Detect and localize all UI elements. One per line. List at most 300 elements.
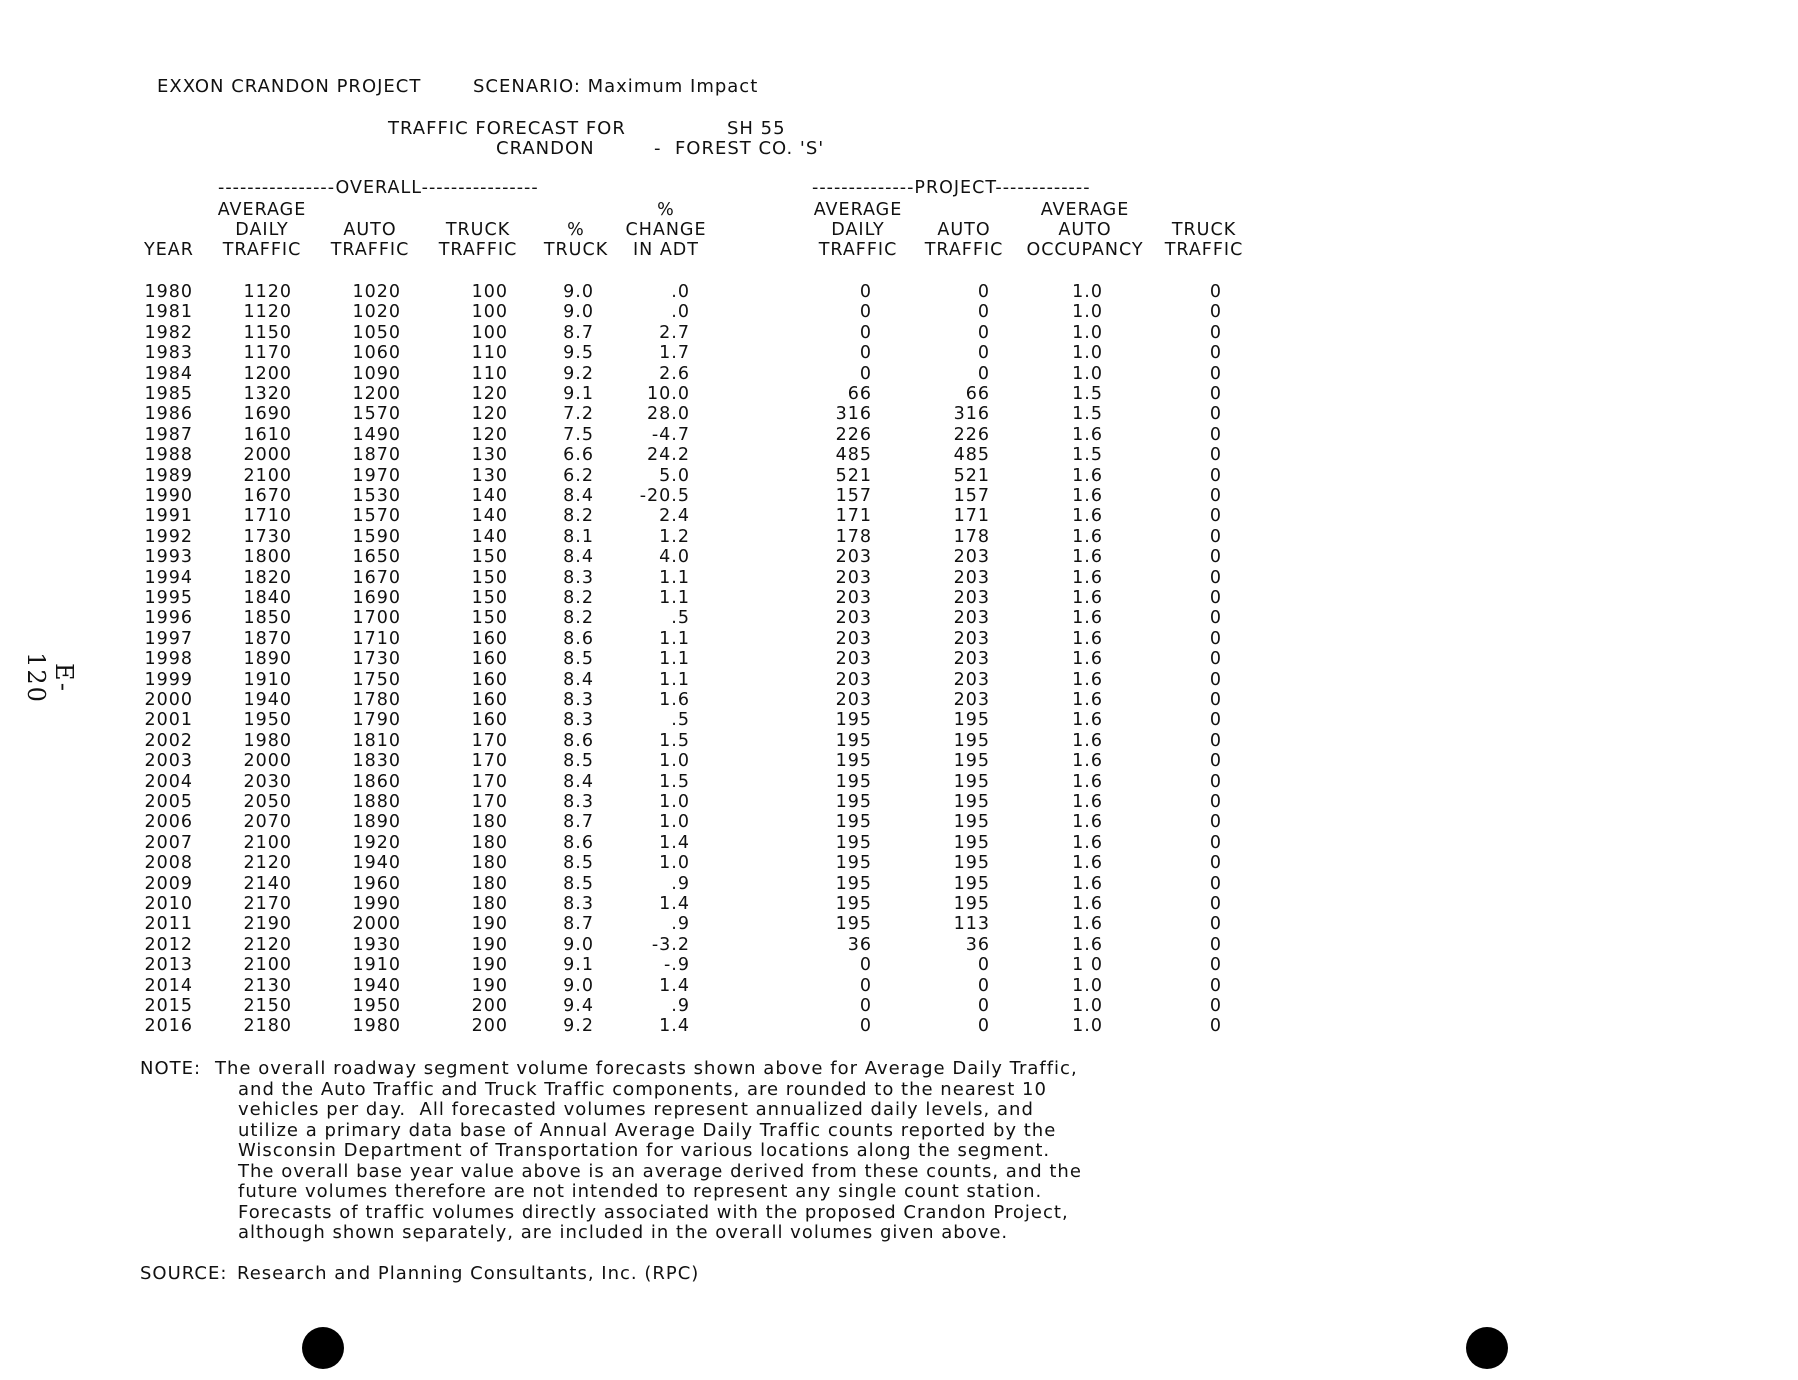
cell-pct-truck: 9.4: [563, 996, 594, 1016]
table-row: [0, 445, 1798, 465]
cell-year: 2009: [144, 873, 193, 894]
cell-overall-auto: 1880: [352, 792, 401, 812]
cell-overall-adt: 1910: [243, 669, 292, 690]
cell-pct-truck: 8.3: [563, 792, 594, 812]
cell-pct-change: -4.7: [651, 424, 690, 445]
cell-overall-truck: 190: [471, 955, 508, 976]
col-header-project-auto: AUTO TRAFFIC: [924, 220, 1004, 260]
note-line: The overall base year value above is an average derived from these counts, and the: [238, 1160, 1082, 1182]
cell-overall-auto: 1790: [352, 710, 401, 731]
col-header-overall-adt: AVERAGE DAILY TRAFFIC: [217, 200, 307, 260]
cell-project-adt: 195: [835, 751, 872, 772]
cell-overall-truck: 160: [471, 710, 508, 731]
cell-pct-truck: 8.4: [563, 486, 594, 506]
table-row: [0, 812, 1798, 832]
cell-overall-adt: 1820: [243, 567, 292, 588]
cell-overall-adt: 1730: [243, 526, 292, 547]
cell-overall-auto: 1750: [352, 669, 401, 690]
table-row: [0, 629, 1798, 649]
note-line: The overall roadway segment volume forecasts shown above for Average Daily Traffic,: [215, 1058, 1078, 1079]
cell-pct-truck: 8.5: [563, 751, 594, 772]
cell-project-truck: 0: [1209, 424, 1222, 445]
cell-project-occupancy: 1.6: [1072, 730, 1103, 751]
cell-pct-change: 1.0: [659, 751, 690, 772]
cell-project-auto: 226: [953, 424, 990, 445]
cell-project-truck: 0: [1209, 486, 1222, 506]
col-header-pct-truck: % TRUCK: [543, 220, 609, 260]
cell-year: 1991: [144, 506, 193, 527]
cell-overall-adt: 2150: [243, 996, 292, 1016]
cell-pct-change: 1.1: [659, 649, 690, 670]
cell-project-occupancy: 1.6: [1072, 588, 1103, 608]
cell-project-occupancy: 1.6: [1072, 894, 1103, 914]
table-row: [0, 874, 1798, 894]
cell-year: 1996: [144, 608, 193, 629]
forecast-title: TRAFFIC FORECAST FOR: [388, 118, 626, 139]
cell-pct-change: 1.1: [659, 588, 690, 608]
cell-pct-change: 2.7: [659, 322, 690, 343]
cell-project-adt: 485: [835, 445, 872, 466]
cell-year: 1999: [144, 669, 193, 690]
cell-project-auto: 0: [977, 302, 990, 323]
cell-pct-truck: 8.7: [563, 914, 594, 935]
cell-overall-auto: 1920: [352, 832, 401, 853]
cell-project-truck: 0: [1209, 975, 1222, 996]
cell-project-adt: 203: [835, 649, 872, 670]
cell-project-truck: 0: [1209, 669, 1222, 690]
cell-project-occupancy: 1.6: [1072, 914, 1103, 935]
cell-pct-truck: 9.0: [563, 975, 594, 996]
cell-pct-change: 1.0: [659, 853, 690, 874]
cell-year: 1984: [144, 363, 193, 384]
cell-overall-auto: 1830: [352, 751, 401, 772]
cell-project-occupancy: 1.0: [1072, 302, 1103, 323]
cell-overall-adt: 1150: [243, 322, 292, 343]
cell-overall-adt: 1320: [243, 384, 292, 404]
cell-overall-truck: 170: [471, 792, 508, 812]
cell-pct-truck: 8.6: [563, 730, 594, 751]
cell-project-auto: 203: [953, 690, 990, 710]
cell-year: 1986: [144, 404, 193, 425]
cell-project-adt: 316: [835, 404, 872, 425]
cell-overall-truck: 100: [471, 282, 508, 302]
cell-year: 1997: [144, 628, 193, 649]
cell-project-adt: 36: [847, 934, 872, 955]
cell-project-truck: 0: [1209, 547, 1222, 568]
cell-pct-truck: 8.5: [563, 649, 594, 670]
cell-project-auto: 203: [953, 547, 990, 568]
cell-overall-auto: 1890: [352, 812, 401, 833]
cell-project-auto: 203: [953, 567, 990, 588]
cell-project-truck: 0: [1209, 445, 1222, 466]
forecast-route: SH 55: [727, 118, 786, 139]
cell-project-truck: 0: [1209, 363, 1222, 384]
cell-overall-truck: 120: [471, 404, 508, 425]
cell-project-truck: 0: [1209, 751, 1222, 772]
cell-pct-change: 1.0: [659, 812, 690, 833]
cell-project-auto: 36: [965, 934, 990, 955]
cell-project-auto: 203: [953, 649, 990, 670]
cell-overall-auto: 1490: [352, 424, 401, 445]
cell-pct-truck: 9.5: [563, 343, 594, 364]
cell-overall-adt: 2180: [243, 1016, 292, 1037]
punch-hole-right: [1466, 1327, 1508, 1369]
cell-pct-truck: 8.6: [563, 628, 594, 649]
cell-project-auto: 195: [953, 873, 990, 894]
cell-project-occupancy: 1.5: [1072, 404, 1103, 425]
table-row: [0, 323, 1798, 343]
cell-overall-truck: 190: [471, 934, 508, 955]
cell-overall-truck: 160: [471, 649, 508, 670]
cell-pct-change: -.9: [663, 955, 690, 976]
cell-year: 2013: [144, 955, 193, 976]
cell-project-auto: 195: [953, 710, 990, 731]
cell-overall-truck: 100: [471, 302, 508, 323]
cell-overall-auto: 1860: [352, 771, 401, 792]
cell-year: 1981: [144, 302, 193, 323]
cell-pct-truck: 8.2: [563, 608, 594, 629]
cell-project-auto: 521: [953, 465, 990, 486]
cell-project-truck: 0: [1209, 812, 1222, 833]
cell-pct-change: .9: [671, 914, 690, 935]
cell-year: 1987: [144, 424, 193, 445]
cell-pct-truck: 9.2: [563, 363, 594, 384]
cell-overall-adt: 2100: [243, 955, 292, 976]
cell-overall-adt: 2070: [243, 812, 292, 833]
cell-pct-change: 4.0: [659, 547, 690, 568]
cell-project-auto: 195: [953, 792, 990, 812]
cell-project-occupancy: 1.6: [1072, 812, 1103, 833]
cell-project-truck: 0: [1209, 384, 1222, 404]
table-row: [0, 364, 1798, 384]
cell-overall-auto: 1050: [352, 322, 401, 343]
cell-project-occupancy: 1.0: [1072, 322, 1103, 343]
cell-overall-truck: 120: [471, 424, 508, 445]
table-row: [0, 588, 1798, 608]
cell-overall-truck: 110: [471, 363, 508, 384]
cell-overall-auto: 1730: [352, 649, 401, 670]
table-row: [0, 751, 1798, 771]
cell-pct-change: 1.1: [659, 628, 690, 649]
col-header-overall-truck: TRUCK TRAFFIC: [438, 220, 518, 260]
cell-project-auto: 195: [953, 853, 990, 874]
cell-project-adt: 195: [835, 853, 872, 874]
cell-project-auto: 0: [977, 955, 990, 976]
cell-project-truck: 0: [1209, 996, 1222, 1016]
cell-overall-adt: 1610: [243, 424, 292, 445]
cell-overall-truck: 170: [471, 730, 508, 751]
cell-overall-adt: 1200: [243, 363, 292, 384]
cell-overall-adt: 1710: [243, 506, 292, 527]
cell-project-adt: 0: [859, 363, 872, 384]
cell-project-occupancy: 1 0: [1072, 955, 1103, 976]
cell-year: 1998: [144, 649, 193, 670]
cell-overall-auto: 1570: [352, 506, 401, 527]
forecast-location: CRANDON: [496, 138, 595, 159]
cell-project-occupancy: 1.0: [1072, 975, 1103, 996]
cell-project-auto: 0: [977, 1016, 990, 1037]
cell-project-occupancy: 1.6: [1072, 669, 1103, 690]
cell-overall-auto: 1060: [352, 343, 401, 364]
table-row: [0, 425, 1798, 445]
table-row: [0, 527, 1798, 547]
cell-project-occupancy: 1.6: [1072, 506, 1103, 527]
cell-project-truck: 0: [1209, 588, 1222, 608]
cell-overall-adt: 2100: [243, 465, 292, 486]
note-line: and the Auto Traffic and Truck Traffic components, are rounded to the nearest 10: [238, 1078, 1047, 1100]
cell-project-truck: 0: [1209, 302, 1222, 323]
project-group-header: --------------PROJECT-------------: [812, 178, 1091, 198]
cell-project-occupancy: 1.6: [1072, 873, 1103, 894]
table-row: [0, 466, 1798, 486]
cell-overall-auto: 2000: [352, 914, 401, 935]
note-line: although shown separately, are included in the overall volumes given above.: [238, 1222, 1009, 1243]
cell-project-truck: 0: [1209, 608, 1222, 629]
cell-project-truck: 0: [1209, 404, 1222, 425]
cell-project-truck: 0: [1209, 526, 1222, 547]
cell-overall-truck: 130: [471, 465, 508, 486]
table-row: [0, 792, 1798, 812]
table-row: [0, 914, 1798, 934]
cell-pct-change: 1.4: [659, 832, 690, 853]
cell-project-adt: 0: [859, 302, 872, 323]
cell-overall-adt: 2130: [243, 975, 292, 996]
cell-pct-truck: 8.4: [563, 547, 594, 568]
cell-project-adt: 195: [835, 873, 872, 894]
cell-project-occupancy: 1.0: [1072, 343, 1103, 364]
cell-overall-auto: 1960: [352, 873, 401, 894]
cell-project-adt: 195: [835, 771, 872, 792]
cell-project-auto: 113: [953, 914, 990, 935]
cell-overall-adt: 2170: [243, 894, 292, 914]
cell-project-truck: 0: [1209, 567, 1222, 588]
note-label: NOTE:: [140, 1058, 202, 1079]
cell-project-truck: 0: [1209, 322, 1222, 343]
table-row: [0, 955, 1798, 975]
cell-pct-change: 28.0: [647, 404, 690, 425]
table-row: [0, 649, 1798, 669]
table-row: [0, 710, 1798, 730]
cell-overall-adt: 1170: [243, 343, 292, 364]
table-row: [0, 404, 1798, 424]
cell-project-truck: 0: [1209, 914, 1222, 935]
cell-pct-change: 5.0: [659, 465, 690, 486]
table-row: [0, 343, 1798, 363]
cell-overall-truck: 120: [471, 384, 508, 404]
cell-project-occupancy: 1.6: [1072, 465, 1103, 486]
cell-pct-truck: 6.6: [563, 445, 594, 466]
cell-project-truck: 0: [1209, 628, 1222, 649]
cell-pct-change: 1.5: [659, 730, 690, 751]
cell-project-truck: 0: [1209, 873, 1222, 894]
table-row: [0, 302, 1798, 322]
cell-project-adt: 195: [835, 710, 872, 731]
cell-overall-auto: 1590: [352, 526, 401, 547]
cell-overall-truck: 130: [471, 445, 508, 466]
cell-overall-adt: 1950: [243, 710, 292, 731]
cell-overall-truck: 200: [471, 1016, 508, 1037]
table-row: [0, 568, 1798, 588]
cell-overall-adt: 2140: [243, 873, 292, 894]
cell-overall-auto: 1940: [352, 853, 401, 874]
table-row: [0, 486, 1798, 506]
cell-year: 1985: [144, 384, 193, 404]
cell-overall-adt: 1120: [243, 282, 292, 302]
cell-overall-auto: 1200: [352, 384, 401, 404]
project-title: EXXON CRANDON PROJECT: [157, 76, 422, 97]
table-row: [0, 833, 1798, 853]
cell-project-truck: 0: [1209, 710, 1222, 731]
cell-project-adt: 195: [835, 894, 872, 914]
cell-pct-truck: 8.4: [563, 771, 594, 792]
cell-project-auto: 171: [953, 506, 990, 527]
cell-project-adt: 203: [835, 588, 872, 608]
cell-pct-truck: 9.0: [563, 934, 594, 955]
table-row: [0, 690, 1798, 710]
cell-overall-adt: 2120: [243, 853, 292, 874]
cell-project-auto: 0: [977, 996, 990, 1016]
cell-project-truck: 0: [1209, 934, 1222, 955]
cell-overall-auto: 1570: [352, 404, 401, 425]
cell-overall-adt: 2190: [243, 914, 292, 935]
cell-project-adt: 195: [835, 914, 872, 935]
cell-project-occupancy: 1.6: [1072, 832, 1103, 853]
cell-project-truck: 0: [1209, 730, 1222, 751]
cell-pct-change: 1.2: [659, 526, 690, 547]
cell-project-occupancy: 1.6: [1072, 853, 1103, 874]
cell-project-truck: 0: [1209, 282, 1222, 302]
cell-project-auto: 0: [977, 343, 990, 364]
cell-year: 1982: [144, 322, 193, 343]
cell-project-auto: 157: [953, 486, 990, 506]
cell-pct-truck: 8.5: [563, 853, 594, 874]
cell-pct-change: 2.6: [659, 363, 690, 384]
cell-pct-change: 10.0: [647, 384, 690, 404]
cell-project-auto: 195: [953, 730, 990, 751]
cell-project-auto: 0: [977, 282, 990, 302]
cell-overall-truck: 150: [471, 567, 508, 588]
cell-project-auto: 203: [953, 628, 990, 649]
cell-pct-truck: 8.5: [563, 873, 594, 894]
cell-project-adt: 171: [835, 506, 872, 527]
cell-project-auto: 178: [953, 526, 990, 547]
cell-pct-truck: 6.2: [563, 465, 594, 486]
cell-project-adt: 521: [835, 465, 872, 486]
cell-year: 1980: [144, 282, 193, 302]
cell-project-occupancy: 1.6: [1072, 424, 1103, 445]
cell-overall-truck: 170: [471, 771, 508, 792]
overall-group-header: ----------------OVERALL----------------: [218, 178, 539, 198]
cell-overall-adt: 1840: [243, 588, 292, 608]
table-row: [0, 772, 1798, 792]
note-line: vehicles per day. All forecasted volumes represent annualized daily levels, and: [238, 1099, 1034, 1120]
cell-project-occupancy: 1.5: [1072, 384, 1103, 404]
cell-year: 2002: [144, 730, 193, 751]
note-line: utilize a primary data base of Annual Average Daily Traffic counts reported by the: [238, 1119, 1057, 1141]
cell-year: 1995: [144, 588, 193, 608]
cell-year: 2015: [144, 996, 193, 1016]
table-row: [0, 547, 1798, 567]
cell-year: 2000: [144, 690, 193, 710]
cell-project-occupancy: 1.6: [1072, 934, 1103, 955]
cell-overall-adt: 2000: [243, 751, 292, 772]
cell-project-adt: 0: [859, 975, 872, 996]
col-header-year: YEAR: [144, 240, 194, 260]
cell-project-truck: 0: [1209, 894, 1222, 914]
cell-pct-truck: 8.3: [563, 710, 594, 731]
cell-project-occupancy: 1.0: [1072, 363, 1103, 384]
cell-year: 1983: [144, 343, 193, 364]
cell-project-auto: 0: [977, 322, 990, 343]
cell-pct-truck: 7.2: [563, 404, 594, 425]
cell-overall-truck: 150: [471, 588, 508, 608]
cell-pct-change: 1.4: [659, 1016, 690, 1037]
cell-project-adt: 0: [859, 955, 872, 976]
cell-project-adt: 157: [835, 486, 872, 506]
cell-year: 2001: [144, 710, 193, 731]
cell-year: 1994: [144, 567, 193, 588]
cell-overall-truck: 140: [471, 526, 508, 547]
cell-project-occupancy: 1.6: [1072, 486, 1103, 506]
cell-overall-adt: 2120: [243, 934, 292, 955]
cell-pct-change: .0: [671, 282, 690, 302]
cell-project-adt: 203: [835, 669, 872, 690]
cell-project-occupancy: 1.6: [1072, 547, 1103, 568]
cell-pct-change: 1.5: [659, 771, 690, 792]
cell-overall-truck: 150: [471, 608, 508, 629]
cell-year: 2012: [144, 934, 193, 955]
cell-project-occupancy: 1.6: [1072, 792, 1103, 812]
col-header-project-truck: TRUCK TRAFFIC: [1164, 220, 1244, 260]
cell-overall-truck: 180: [471, 873, 508, 894]
cell-project-adt: 66: [847, 384, 872, 404]
cell-year: 2005: [144, 792, 193, 812]
scenario-label: SCENARIO: Maximum Impact: [473, 76, 759, 97]
source-label: SOURCE:: [140, 1263, 228, 1284]
cell-project-truck: 0: [1209, 832, 1222, 853]
note-line: future volumes therefore are not intended to represent any single count station.: [238, 1181, 1043, 1202]
table-row: [0, 670, 1798, 690]
table-row: [0, 853, 1798, 873]
cell-project-truck: 0: [1209, 690, 1222, 710]
cell-pct-truck: 8.2: [563, 506, 594, 527]
cell-pct-truck: 8.4: [563, 669, 594, 690]
cell-project-auto: 195: [953, 812, 990, 833]
cell-pct-truck: 8.7: [563, 322, 594, 343]
cell-pct-truck: 9.1: [563, 384, 594, 404]
cell-pct-change: .5: [671, 710, 690, 731]
cell-project-occupancy: 1.6: [1072, 567, 1103, 588]
cell-overall-auto: 1650: [352, 547, 401, 568]
cell-overall-truck: 160: [471, 690, 508, 710]
cell-overall-adt: 1940: [243, 690, 292, 710]
cell-project-auto: 485: [953, 445, 990, 466]
cell-year: 1990: [144, 486, 193, 506]
cell-pct-truck: 9.1: [563, 955, 594, 976]
cell-pct-truck: 7.5: [563, 424, 594, 445]
cell-overall-truck: 140: [471, 506, 508, 527]
col-header-pct-change: % CHANGE IN ADT: [625, 200, 707, 260]
cell-pct-change: 1.1: [659, 567, 690, 588]
cell-overall-adt: 1850: [243, 608, 292, 629]
cell-overall-auto: 1870: [352, 445, 401, 466]
cell-project-adt: 0: [859, 322, 872, 343]
cell-overall-auto: 1930: [352, 934, 401, 955]
cell-project-auto: 203: [953, 608, 990, 629]
cell-overall-adt: 1870: [243, 628, 292, 649]
cell-year: 2008: [144, 853, 193, 874]
cell-pct-change: -3.2: [651, 934, 690, 955]
